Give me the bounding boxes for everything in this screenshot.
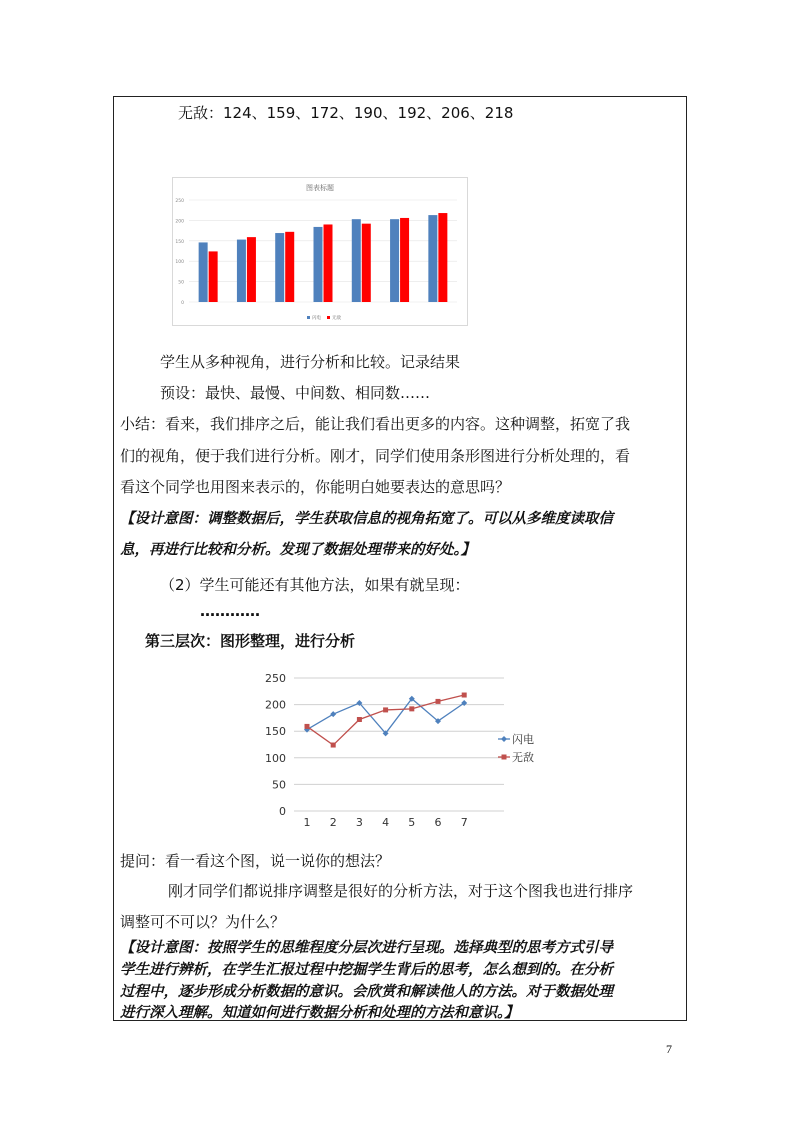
sort-paragraph-line-1: 刚才同学们都说排序调整是很好的分析方法，对于这个图我也进行排序 <box>168 882 634 900</box>
bar-闪电 <box>314 227 323 302</box>
summary-line-1: 小结：看来，我们排序之后，能让我们看出更多的内容。这种调整，拓宽了我 <box>120 415 631 433</box>
wudi-data-line: 无敌：124、159、172、190、192、206、218 <box>178 104 514 122</box>
bar-legend-swatch <box>307 316 310 319</box>
other-methods-paragraph: （2）学生可能还有其他方法，如果有就呈现： <box>160 576 470 594</box>
summary-line-3: 看这个同学也用图来表示的，你能明白她要表达的意思吗？ <box>120 478 511 496</box>
bar-legend-label: 闪电 <box>312 316 321 321</box>
line-point-无敌 <box>436 699 441 704</box>
line-point-无敌 <box>462 693 467 698</box>
line-legend-marker <box>501 736 507 742</box>
bar-legend-swatch <box>327 316 330 319</box>
design-intent-2-line-3: 过程中，逐步形成分析数据的意识。会欣赏和解读他人的方法。对于数据处理 <box>120 983 613 1000</box>
bar-无敌 <box>324 224 333 302</box>
line-point-无敌 <box>409 706 414 711</box>
line-x-tick-label: 2 <box>329 816 337 829</box>
design-intent-1-line-1: 【设计意图：调整数据后，学生获取信息的视角拓宽了。可以从多维度读取信 <box>120 510 613 527</box>
bar-无敌 <box>362 224 371 302</box>
bar-legend-label: 无敌 <box>332 316 341 321</box>
page-number: 7 <box>666 1042 672 1056</box>
bar-闪电 <box>199 242 208 302</box>
line-y-tick-label: 200 <box>265 698 286 712</box>
bar-闪电 <box>428 215 437 302</box>
bar-y-tick-label: 150 <box>175 239 184 245</box>
line-series-闪电 <box>307 699 464 734</box>
line-chart-svg <box>262 670 552 838</box>
bar-无敌 <box>209 251 218 302</box>
sort-paragraph-line-2: 调整可不可以？为什么？ <box>120 913 286 931</box>
line-y-tick-label: 150 <box>265 725 286 739</box>
line-y-tick-label: 0 <box>279 805 286 818</box>
line-chart <box>262 670 552 838</box>
line-legend-label: 无敌 <box>512 751 534 764</box>
bar-y-tick-label: 100 <box>175 260 184 266</box>
question-paragraph: 提问：看一看这个图，说一说你的想法？ <box>120 852 391 870</box>
line-legend-label: 闪电 <box>512 733 534 746</box>
line-x-tick-label: 1 <box>303 816 311 829</box>
line-y-tick-label: 100 <box>265 751 286 765</box>
design-intent-2-line-2: 学生进行辨析，在学生汇报过程中挖掘学生背后的思考，怎么想到的。在分析 <box>120 961 613 978</box>
bar-chart-svg <box>173 178 467 325</box>
line-x-tick-label: 5 <box>408 816 416 829</box>
line-point-闪电 <box>330 711 336 717</box>
bar-y-tick-label: 0 <box>181 301 184 306</box>
bar-闪电 <box>390 219 399 302</box>
bar-闪电 <box>237 240 246 302</box>
section-heading-3: 第三层次：图形整理，进行分析 <box>145 632 356 650</box>
preset-paragraph: 预设：最快、最慢、中间数、相同数…… <box>160 384 431 402</box>
students-paragraph: 学生从多种视角，进行分析和比较。记录结果 <box>160 353 461 371</box>
bar-y-tick-label: 250 <box>175 199 184 204</box>
line-point-无敌 <box>305 724 310 729</box>
bar-chart-title: 图表标题 <box>306 184 334 192</box>
design-intent-2-line-4: 进行深入理解。知道如何进行数据分析和处理的方法和意识。】 <box>120 1004 519 1021</box>
bar-闪电 <box>352 219 361 302</box>
bar-无敌 <box>438 213 447 302</box>
bar-y-tick-label: 50 <box>178 280 184 286</box>
bar-闪电 <box>275 233 284 302</box>
bar-无敌 <box>247 237 256 302</box>
line-x-tick-label: 6 <box>434 816 442 829</box>
ellipsis-line: ………… <box>200 602 260 620</box>
bar-无敌 <box>285 232 294 302</box>
design-intent-2-line-1: 【设计意图：按照学生的思维程度分层次进行呈现。选择典型的思考方式引导 <box>120 939 613 956</box>
line-y-tick-label: 50 <box>272 778 286 792</box>
line-point-无敌 <box>331 743 336 748</box>
line-legend-marker <box>502 755 507 760</box>
summary-line-2: 们的视角，便于我们进行分析。刚才，同学们使用条形图进行分析处理的，看 <box>120 447 631 465</box>
design-intent-1-line-2: 息，再进行比较和分析。发现了数据处理带来的好处。】 <box>120 541 476 558</box>
line-point-无敌 <box>383 707 388 712</box>
bar-y-tick-label: 200 <box>175 219 184 225</box>
bar-chart <box>172 177 468 326</box>
line-x-tick-label: 4 <box>382 816 390 829</box>
bar-无敌 <box>400 218 409 302</box>
line-y-tick-label: 250 <box>265 672 286 685</box>
line-x-tick-label: 3 <box>355 816 363 829</box>
line-x-tick-label: 7 <box>460 816 468 829</box>
line-point-无敌 <box>357 717 362 722</box>
